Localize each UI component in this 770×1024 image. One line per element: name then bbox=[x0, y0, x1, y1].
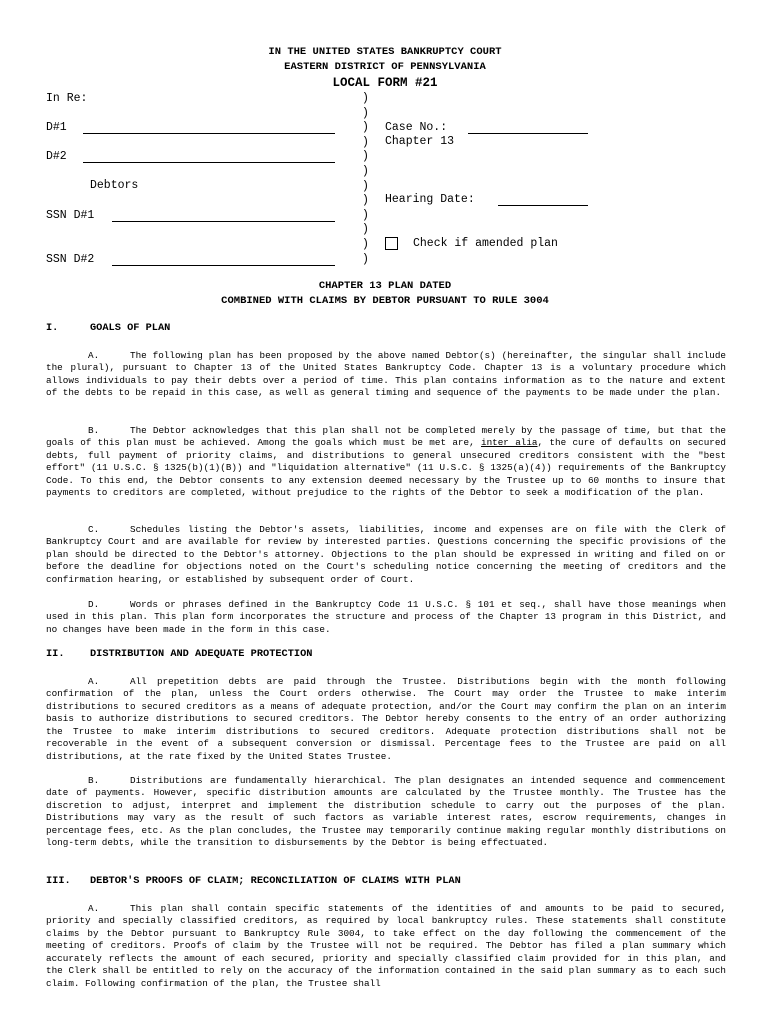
paragraph-1a bbox=[46, 350, 726, 400]
caption-divider: ) ) ) ) ) ) ) ) ) ) ) ) bbox=[362, 92, 369, 266]
paragraph-1d-text: Words or phrases defined in the Bankruptcy Code 11 U.S.C. § 101 et seq., shall have those meanings when used in this plan. This plan form incorporates the structure and process of the Chapter 13 program in this District, and no changes have been made in the form in this case. bbox=[46, 599, 726, 635]
paragraph-1c-label: C. bbox=[88, 524, 100, 535]
paragraph-3a-text: This plan shall contain specific statements of the identities of and amounts to be paid to secured, priority and specially classified creditors, as required by local bankruptcy rules. These statements shall constitute claims by the Debtor pursuant to Bankruptcy Rule 3004, to take effect on the day following the commencement of the meeting of creditors. Proofs of claim by the Trustee will not be required. The Debtor has filed a plan summary which accurately reflects the amount of each secured, priority and specially classified claim provided for in this plan, and the Clerk shall be entitled to rely on the accuracy of the information contained in the said plan summary as to each such claim. Following confirmation of the plan, the Trustee shall bbox=[46, 903, 726, 989]
paragraph-1b-text-cont: , the cure of defaults on secured debts, full payment of priority claims, and distributions to general unsecured creditors consistent with the "best effort" (11 U.S.C. § 1325(b)(1)(B)) and "liquidation alternative" (11 U.S.C. § 1325(a)(4)) requirements of the Bankruptcy Code. To this end, the Debtor consents to any extension deemed necessary by the Trustee up to 60 months to insure that payments to creditors are completed, without prejudice to the rights of the Debtor to seek a modification of the plan. bbox=[46, 437, 727, 499]
case-no-label: Case No.: bbox=[385, 121, 448, 134]
section-3-number: III. bbox=[46, 875, 71, 887]
section-1-number: I. bbox=[46, 322, 59, 334]
paragraph-2a-text: All prepetition debts are paid through the Trustee. Distributions begin with the month following confirmation of the plan, unless the Court orders otherwise. The Court may order the Trustee to make interim distributions to secured creditors as a means of adequate protection, and/or the Court may confirm the plan on an interim basis to authorize distributions to secured creditors. The Debtor hereby consents to the entry of an order authorizing the Trustee to make interim distributions to secured creditors. Adequate protection distributions shall not be recoverable in the event of a subsequent conversion or dismissal. Percentage fees to the Trustee are paid on all distributions, at the rate fixed by the United States Trustee. bbox=[46, 676, 726, 762]
paragraph-1b-text: The Debtor acknowledges that this plan shall not be completed merely by the passage of time, but that the goals of this plan must be achieved. Among the goals which must be met are, bbox=[46, 425, 726, 449]
paragraph-3a bbox=[46, 903, 726, 990]
amended-plan-label: Check if amended plan bbox=[413, 237, 558, 250]
paragraph-3a-label: A. bbox=[88, 903, 100, 914]
paragraph-1d-label: D. bbox=[88, 599, 100, 610]
paragraph-2a bbox=[46, 676, 726, 763]
amended-plan-checkbox[interactable] bbox=[385, 237, 398, 250]
paragraph-2b-text: Distributions are fundamentally hierarchical. The plan designates an intended sequence and commencement date of payments. However, specific distribution amounts are calculated by the Trustee monthly. The Trustee has the discretion to adjust, interpret and implement the distribution schedule to carry out the purposes of the plan. Distributions may vary as the result of such factors as variable interest rates, escrow requirements, changes in percentage fees, etc. As the plan concludes, the Trustee may temporarily continue making regular monthly distributions on long-term debts, while the transition to disbursements by the Debtor is being effectuated. bbox=[46, 775, 726, 849]
in-re-label: In Re: bbox=[46, 92, 88, 105]
ssn-d2-label: SSN D#2 bbox=[46, 253, 95, 266]
ssn-d1-field[interactable] bbox=[112, 221, 335, 222]
paragraph-1c-text: Schedules listing the Debtor's assets, liabilities, income and expenses are on file with the Clerk of Bankruptcy Court and are available for review by interested parties. Questions concerning the specific provisions of the plan should be directed to the Debtor's attorney. Objections to the plan should be expressed in writing and filed on or before the deadline for objections noted on the Court's scheduling notice concerning the meeting of creditors and the confirmation hearing, or established by subsequent order of Court. bbox=[46, 524, 726, 585]
paragraph-1a-label: A. bbox=[88, 350, 100, 361]
plan-title: CHAPTER 13 PLAN DATED bbox=[318, 280, 452, 292]
chapter-label: Chapter 13 bbox=[385, 135, 455, 148]
debtors-label: Debtors bbox=[90, 179, 139, 192]
hearing-date-field[interactable] bbox=[498, 205, 588, 206]
paragraph-1b bbox=[46, 425, 726, 500]
ssn-d1-label: SSN D#1 bbox=[46, 209, 95, 222]
debtor1-field[interactable] bbox=[83, 133, 335, 134]
form-number: LOCAL FORM #21 bbox=[332, 76, 438, 90]
district-name: EASTERN DISTRICT OF PENNSYLVANIA bbox=[284, 61, 486, 73]
section-2-number: II. bbox=[46, 648, 65, 660]
case-no-field[interactable] bbox=[468, 133, 588, 134]
debtor1-label: D#1 bbox=[46, 121, 67, 134]
paragraph-1c bbox=[46, 524, 726, 586]
paragraph-1b-emphasis: inter alia bbox=[480, 437, 538, 449]
section-3-title: DEBTOR'S PROOFS OF CLAIM; RECONCILIATION OF CLAIMS WITH PLAN bbox=[90, 875, 461, 887]
section-2-title: DISTRIBUTION AND ADEQUATE PROTECTION bbox=[90, 648, 313, 660]
hearing-date-label: Hearing Date: bbox=[385, 193, 475, 206]
debtor2-label: D#2 bbox=[46, 150, 67, 163]
paragraph-1d bbox=[46, 599, 726, 636]
debtor2-field[interactable] bbox=[83, 162, 335, 163]
paragraph-1a-text: The following plan has been proposed by the above named Debtor(s) (hereinafter, the singular shall include the plural), pursuant to Chapter 13 of the United States Bankruptcy Code. Chapter 13 is a voluntary procedure which allows individuals to pay their debts over a period of time. This plan contains information as to the nature and extent of the debts to be repaid in this case, as well as general timing and sequence of the payments to be made under the plan. bbox=[46, 350, 726, 399]
paragraph-2b bbox=[46, 775, 726, 850]
paragraph-2b-label: B. bbox=[88, 775, 100, 786]
paragraph-1b-label: B. bbox=[88, 425, 100, 436]
plan-subtitle: COMBINED WITH CLAIMS BY DEBTOR PURSUANT TO RULE 3004 bbox=[221, 295, 549, 307]
court-name: IN THE UNITED STATES BANKRUPTCY COURT bbox=[268, 46, 502, 58]
section-1-title: GOALS OF PLAN bbox=[90, 322, 171, 334]
ssn-d2-field[interactable] bbox=[112, 265, 335, 266]
paragraph-2a-label: A. bbox=[88, 676, 100, 687]
